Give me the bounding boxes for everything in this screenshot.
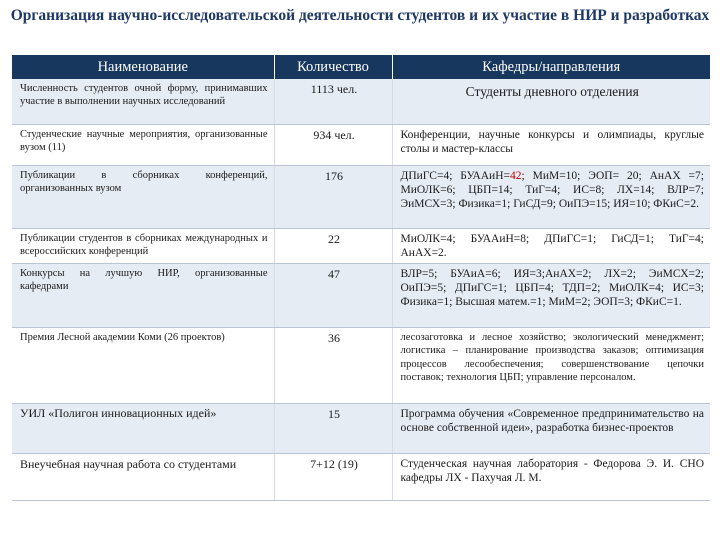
row-count: 176 <box>274 165 392 228</box>
table-header <box>12 55 710 79</box>
row-count: 36 <box>274 327 392 403</box>
row-count: 1113 чел. <box>274 79 392 124</box>
table-row <box>12 124 710 165</box>
row-name: Публикации студентов в сборниках международных и всероссийских конференций <box>12 228 274 263</box>
row-count: 22 <box>274 228 392 263</box>
row-name: Премия Лесной академии Коми (26 проектов) <box>12 327 274 403</box>
table-row <box>12 263 710 327</box>
row-departments <box>392 165 710 228</box>
dept-text-end: ; МиМ=10; ЭОП= 20; АнАХ =7; МиОЛК=6; ЦБП=14; ТиГ=4; ИС=8; ЛХ=14; ВЛР=7; ЭиМСХ=3; Физика=1; ГиСД=9; ОиПЭ=15; ИЯ=10; ФКиС=2. <box>400 169 704 210</box>
dept-text-start: ДПиГС=4; БУААиН= <box>400 169 510 182</box>
table-row <box>12 165 710 228</box>
row-name: Публикации в сборниках конференций, организованных вузом <box>12 165 274 228</box>
row-departments: МиОЛК=4; БУААиН=8; ДПиГС=1; ГиСД=1; ТиГ=4; АнАХ=2. <box>392 228 710 263</box>
row-count: 7+12 (19) <box>274 453 392 500</box>
row-count: 934 чел. <box>274 124 392 165</box>
table-row <box>12 327 710 403</box>
highlighted-value: 42 <box>510 169 522 182</box>
table-row <box>12 403 710 453</box>
table-row <box>12 228 710 263</box>
row-departments: лесозаготовка и лесное хозяйство; экологический менеджмент; логистика – планирование производства заказов; оптимизация процессов лесообеспечения; совершенствование цепочки поставок; технология ЦБП; управление персоналом. <box>392 327 710 403</box>
row-count: 15 <box>274 403 392 453</box>
row-departments: ВЛР=5; БУАиА=6; ИЯ=3;АнАХ=2; ЛХ=2; ЭиМСХ=2; ОиПЭ=5; ДПиГС=1; ЦБП=4; ТДП=2; МиОЛК=4; ИС=3; Физика=1; Высшая матем.=1; МиМ=2; ЭОП=3; ФКиС=1. <box>392 263 710 327</box>
row-departments: Конференции, научные конкурсы и олимпиады, круглые столы и мастер-классы <box>392 124 710 165</box>
table-row <box>12 79 710 124</box>
row-name: Студенческие научные мероприятия, организованные вузом (11) <box>12 124 274 165</box>
column-header-name: Наименование <box>12 55 274 79</box>
column-header-count: Количество <box>274 55 392 79</box>
row-name: УИЛ «Полигон инновационных идей» <box>12 403 274 453</box>
row-departments: Студенты дневного отделения <box>392 79 710 124</box>
row-departments: Программа обучения «Современное предпринимательство на основе собственной идеи», разработка бизнес-проектов <box>392 403 710 453</box>
row-name: Конкурсы на лучшую НИР, организованные кафедрами <box>12 263 274 327</box>
table-row <box>12 453 710 500</box>
row-departments: Студенческая научная лаборатория - Федорова Э. И. СНО кафедры ЛХ - Пахучая Л. М. <box>392 453 710 500</box>
row-name: Численность студентов очной форму, принимавших участие в выполнении научных исследований <box>12 79 274 124</box>
row-name: Внеучебная научная работа со студентами <box>12 453 274 500</box>
research-table <box>12 55 710 501</box>
page-title: Организация научно-исследовательской деятельности студентов и их участие в НИР и разработках <box>10 7 710 24</box>
row-count: 47 <box>274 263 392 327</box>
column-header-departments: Кафедры/направления <box>392 55 710 79</box>
